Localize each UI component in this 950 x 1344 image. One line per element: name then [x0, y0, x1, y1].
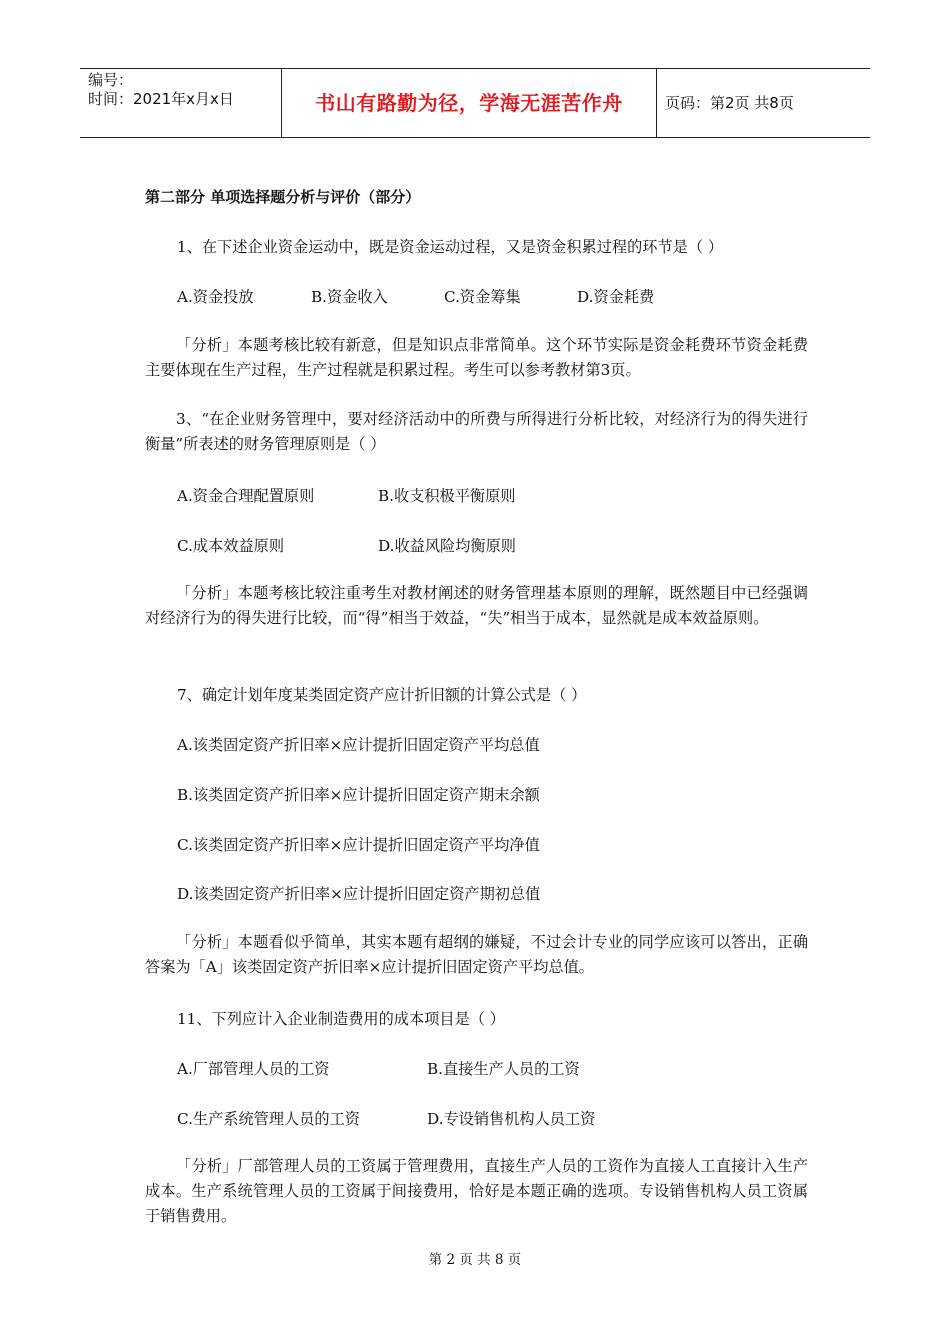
- section-title: 第二部分 单项选择题分析与评价（部分）: [145, 188, 421, 206]
- question-11-stem: 11、下列应计入企业制造费用的成本项目是（ ）: [177, 1010, 505, 1028]
- question-3-stem: 3、“在企业财务管理中，要对经济活动中的所费与所得进行分析比较，对经济行为的得失进行衡量”所表述的财务管理原则是（ ）: [145, 410, 808, 453]
- q11-option-d: D.专设销售机构人员工资: [427, 1110, 596, 1128]
- q1-analysis: 「分析」本题考核比较有新意，但是知识点非常简单。这个环节实际是资金耗费环节资金耗费主要体现在生产过程，生产过程就是积累过程。考生可以参考教材第3页。: [145, 336, 808, 379]
- time-label: 时间：2021年x月x日: [88, 90, 234, 108]
- motto: 书山有路勤为径，学海无涯苦作舟: [315, 91, 623, 115]
- q11-option-a: A.厂部管理人员的工资: [177, 1060, 330, 1078]
- q11-option-b: B.直接生产人员的工资: [427, 1060, 580, 1078]
- q1-option-c: C.资金筹集: [444, 288, 521, 306]
- page-header: [80, 68, 870, 138]
- q11-analysis: 「分析」厂部管理人员的工资属于管理费用，直接生产人员的工资作为直接人工直接计入生产成本。生产系统管理人员的工资属于间接费用，恰好是本题正确的选项。专设销售机构人员工资属于销售费用。: [145, 1157, 808, 1225]
- q11-option-c: C.生产系统管理人员的工资: [177, 1110, 360, 1128]
- q3-option-a: A.资金合理配置原则: [177, 487, 315, 505]
- q1-option-d: D.资金耗费: [577, 288, 655, 306]
- q7-option-a: A.该类固定资产折旧率×应计提折旧固定资产平均总值: [177, 736, 540, 754]
- q1-option-a: A.资金投放: [177, 288, 254, 306]
- q7-option-b: B.该类固定资产折旧率×应计提折旧固定资产期末余额: [177, 786, 540, 804]
- q7-option-d: D.该类固定资产折旧率×应计提折旧固定资产期初总值: [177, 885, 541, 903]
- q3-option-c: C.成本效益原则: [177, 537, 285, 555]
- q7-option-c: C.该类固定资产折旧率×应计提折旧固定资产平均净值: [177, 836, 540, 854]
- header-motto-cell: [281, 69, 657, 137]
- q3-option-d: D.收益风险均衡原则: [378, 537, 516, 555]
- code-label: 编号：: [88, 71, 134, 89]
- question-1-stem: 1、在下述企业资金运动中，既是资金运动过程，又是资金积累过程的环节是（ ）: [177, 238, 724, 256]
- q3-analysis: 「分析」本题考核比较注重考生对教材阐述的财务管理基本原则的理解，既然题目中已经强调对经济行为的得失进行比较，而“得”相当于效益，“失”相当于成本，显然就是成本效益原则。: [145, 584, 808, 627]
- q7-analysis: 「分析」本题看似乎简单，其实本题有超纲的嫌疑，不过会计专业的同学应该可以答出，正确答案为「A」该类固定资产折旧率×应计提折旧固定资产平均总值。: [145, 933, 808, 976]
- header-meta: [80, 69, 281, 137]
- header-page-cell: [656, 69, 870, 137]
- page-info: 页码：第2页 共8页: [665, 94, 794, 112]
- q1-option-b: B.资金收入: [311, 288, 388, 306]
- page-footer: 第 2 页 共 8 页: [428, 1252, 522, 1268]
- q3-option-b: B.收支积极平衡原则: [378, 487, 516, 505]
- question-7-stem: 7、确定计划年度某类固定资产应计折旧额的计算公式是（ ）: [177, 686, 587, 704]
